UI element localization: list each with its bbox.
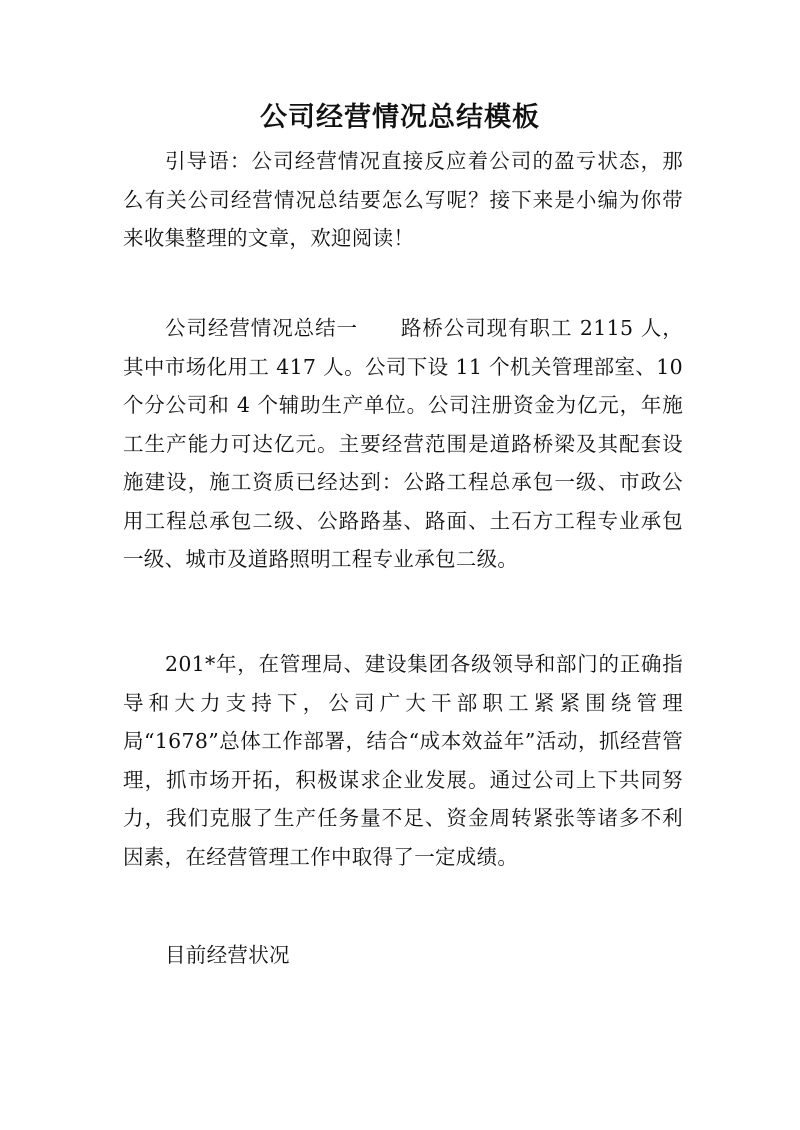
intro-paragraph: 引导语：公司经营情况直接反应着公司的盈亏状态，那么有关公司经营情况总结要怎么写呢？接下来是小编为你带来收集整理的文章，欢迎阅读！ (123, 149, 683, 250)
summary-one-paragraph: 公司经营情况总结一 路桥公司现有职工 2115 人，其中市场化用工 417 人。公司下设 11 个机关管理部室、10 个分公司和 4 个辅助生产单位。公司注册资金为亿元，年施工生产能力可达亿元。主要经营范围是道路桥梁及其配套设施建设，施工资质已经达到：公路工程总承包一级、市政公用工程总承包二级、公路路基、路面、土石方工程专业承包一级、城市及道路照明工程专业承包二级。 (123, 316, 683, 571)
current-status-heading: 目前经营状况 (165, 943, 290, 967)
achievements-paragraph: 201*年，在管理局、建设集团各级领导和部门的正确指导和大力支持下，公司广大干部职工紧紧围绕管理局“1678”总体工作部署，结合“成本效益年”活动，抓经营管理，抓市场开拓，积极谋求企业发展。通过公司上下共同努力，我们克服了生产任务量不足、资金周转紧张等诸多不利因素，在经营管理工作中取得了一定成绩。 (123, 652, 683, 869)
document-title: 公司经营情况总结模板 (260, 102, 540, 133)
